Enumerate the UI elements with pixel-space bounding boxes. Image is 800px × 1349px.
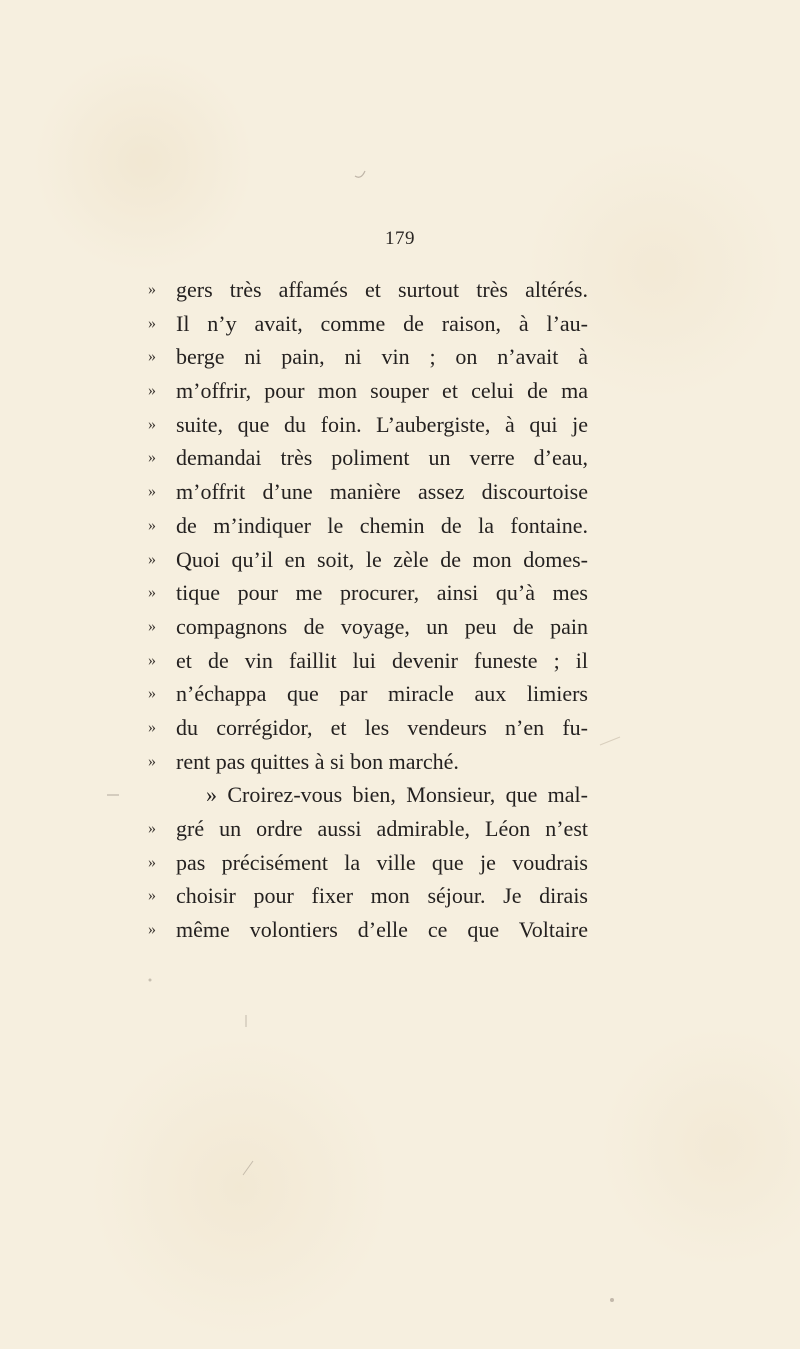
quote-marker: » (148, 516, 156, 534)
text-line (148, 846, 588, 880)
quote-marker: » (148, 348, 156, 366)
quote-marker: » (148, 853, 156, 871)
text-line (148, 543, 588, 577)
text-line (148, 644, 588, 678)
quote-marker: » (148, 921, 156, 939)
line-text: et de vin faillit lui devenir funeste ; il (176, 647, 588, 673)
paper-speck (149, 979, 152, 982)
text-line (148, 408, 588, 442)
quote-marker: » (148, 617, 156, 635)
line-text: pas précisément la ville que je voudrais (176, 849, 588, 875)
text-line (148, 509, 588, 543)
line-text: » Croirez-vous bien, Monsieur, que mal- (206, 782, 588, 808)
text-line (148, 879, 588, 913)
text-line (148, 677, 588, 711)
line-text: gers très affamés et surtout très altérés. (176, 277, 588, 302)
page-number: 179 (385, 228, 415, 249)
line-text: du corrégidor, et les vendeurs n’en fu- (176, 714, 588, 740)
quote-marker: » (148, 314, 156, 332)
text-line (148, 711, 588, 745)
line-text: gré un ordre aussi admirable, Léon n’est (176, 816, 588, 841)
quote-marker: » (148, 752, 156, 770)
line-text: de m’indiquer le chemin de la fontaine. (176, 512, 588, 538)
quote-marker: » (148, 887, 156, 905)
line-text: tique pour me procurer, ainsi qu’à mes (176, 580, 588, 606)
ink-speck (355, 171, 365, 177)
text-line (148, 307, 588, 341)
quote-marker: » (148, 685, 156, 703)
line-text: berge ni pain, ni vin ; on n’avait à (176, 344, 588, 370)
text-line (148, 576, 588, 610)
text-line (148, 441, 588, 475)
text-line (148, 745, 588, 779)
paper-scratch (243, 1161, 253, 1175)
text-line (148, 778, 588, 812)
text-line (148, 273, 588, 307)
line-text: même volontiers d’elle ce que Voltaire (176, 917, 588, 943)
quote-marker: » (148, 415, 156, 433)
line-text: suite, que du foin. L’aubergiste, à qui je (176, 411, 588, 437)
text-line (148, 374, 588, 408)
line-text: rent pas quittes à si bon marché. (176, 748, 459, 774)
page-body-text (148, 273, 588, 947)
line-text: Quoi qu’il en soit, le zèle de mon domes- (176, 546, 588, 572)
line-text: m’offrit d’une manière assez discourtoise (176, 479, 588, 505)
quote-marker: » (148, 651, 156, 669)
paper-scratch (600, 737, 620, 745)
quote-marker: » (148, 584, 156, 602)
quote-marker: » (148, 483, 156, 501)
text-line (148, 913, 588, 947)
line-text: Il n’y avait, comme de raison, à l’au- (176, 310, 588, 336)
paper-speck (610, 1298, 614, 1302)
line-text: choisir pour fixer mon séjour. Je dirais (176, 883, 588, 909)
text-line (148, 610, 588, 644)
text-line (148, 475, 588, 509)
line-text: n’échappa que par miracle aux limiers (176, 681, 588, 707)
quote-marker: » (148, 550, 156, 568)
text-line (148, 812, 588, 846)
line-text: demandai très poliment un verre d’eau, (176, 445, 588, 471)
quote-marker: » (148, 281, 156, 298)
text-line (148, 340, 588, 374)
quote-marker: » (148, 718, 156, 736)
quote-marker: » (148, 820, 156, 837)
line-text: compagnons de voyage, un peu de pain (176, 613, 588, 639)
quote-marker: » (148, 382, 156, 400)
quote-marker: » (148, 449, 156, 467)
line-text: m’offrir, pour mon souper et celui de ma (176, 378, 588, 404)
